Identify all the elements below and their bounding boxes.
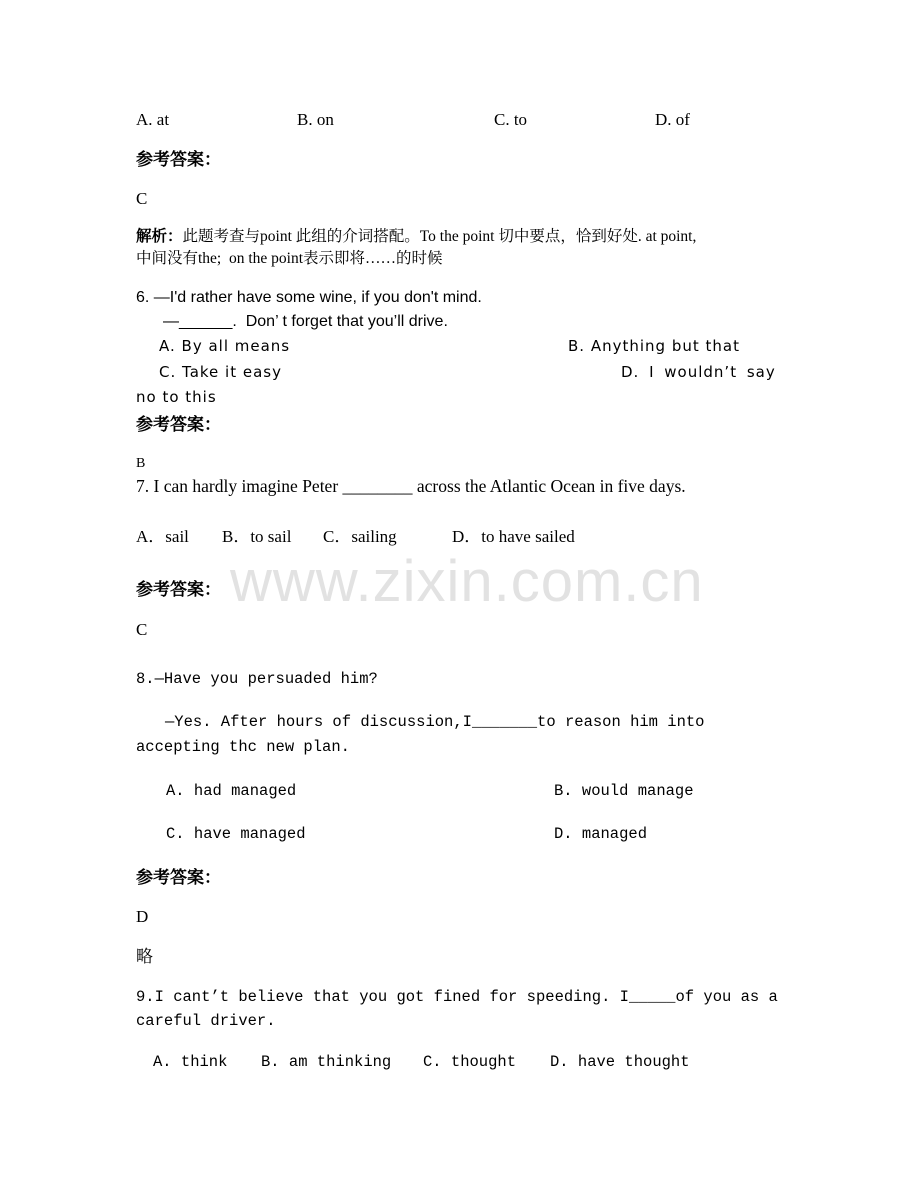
option-a: A. By all means [159, 337, 291, 355]
option-c: C．sailing [323, 527, 397, 546]
question-line: careful driver. [136, 1012, 276, 1030]
option-b: B. am thinking [261, 1053, 392, 1071]
note: 略 [136, 947, 153, 966]
option-b: B. would manage [554, 782, 694, 800]
answer-value: D [136, 907, 149, 926]
option-d: D. of [655, 110, 690, 129]
option-a: A. had managed [166, 782, 297, 800]
option-c: C. thought [423, 1053, 517, 1071]
analysis-text-2: 中间没有the; on the point表示即将……的时候 [136, 250, 443, 267]
option-a: A. think [153, 1053, 228, 1071]
option-c: C. have managed [166, 825, 306, 843]
analysis-label: 解析： [136, 228, 183, 245]
answer-value: B [136, 456, 146, 471]
question-line: —______. Don’ t forget that you’ll drive. [163, 313, 448, 330]
option-b: B. on [297, 110, 334, 129]
watermark: www.zixin.com.cn [230, 549, 704, 614]
option-c: C. to [494, 110, 528, 129]
question-line: accepting thc new plan. [136, 738, 350, 756]
question-line: 8.—Have you persuaded him? [136, 670, 378, 688]
question-line: —Yes. After hours of discussion,I_______to reason him into [165, 713, 705, 731]
option-b: B．to sail [222, 527, 292, 546]
option-d: D．to have sailed [452, 527, 575, 546]
answer-label: 参考答案： [136, 868, 221, 887]
option-a: A. at [136, 110, 170, 129]
answer-value: C [136, 620, 148, 639]
option-d: D. I wouldn’t say [621, 363, 776, 381]
option-c: C. Take it easy [159, 363, 282, 381]
option-d: D. have thought [550, 1053, 690, 1071]
answer-label: 参考答案： [136, 580, 221, 599]
question-line: 6. —I'd rather have some wine, if you don't mind. [136, 289, 482, 306]
analysis-text: 此题考查与point 此组的介词搭配。To the point 切中要点，恰到好处. at point, [182, 228, 697, 245]
question-line: 7. I can hardly imagine Peter ________ across the Atlantic Ocean in five days. [136, 476, 686, 496]
option-b: B. Anything but that [568, 337, 740, 355]
answer-label: 参考答案： [136, 150, 221, 169]
option-d: D. managed [554, 825, 648, 843]
answer-label: 参考答案： [136, 415, 221, 434]
answer-value: C [136, 189, 148, 208]
option-d-cont: no to this [136, 388, 217, 406]
question-line: 9.I cant’t believe that you got fined for speeding. I_____of you as a [136, 988, 778, 1006]
option-a: A．sail [136, 527, 189, 546]
